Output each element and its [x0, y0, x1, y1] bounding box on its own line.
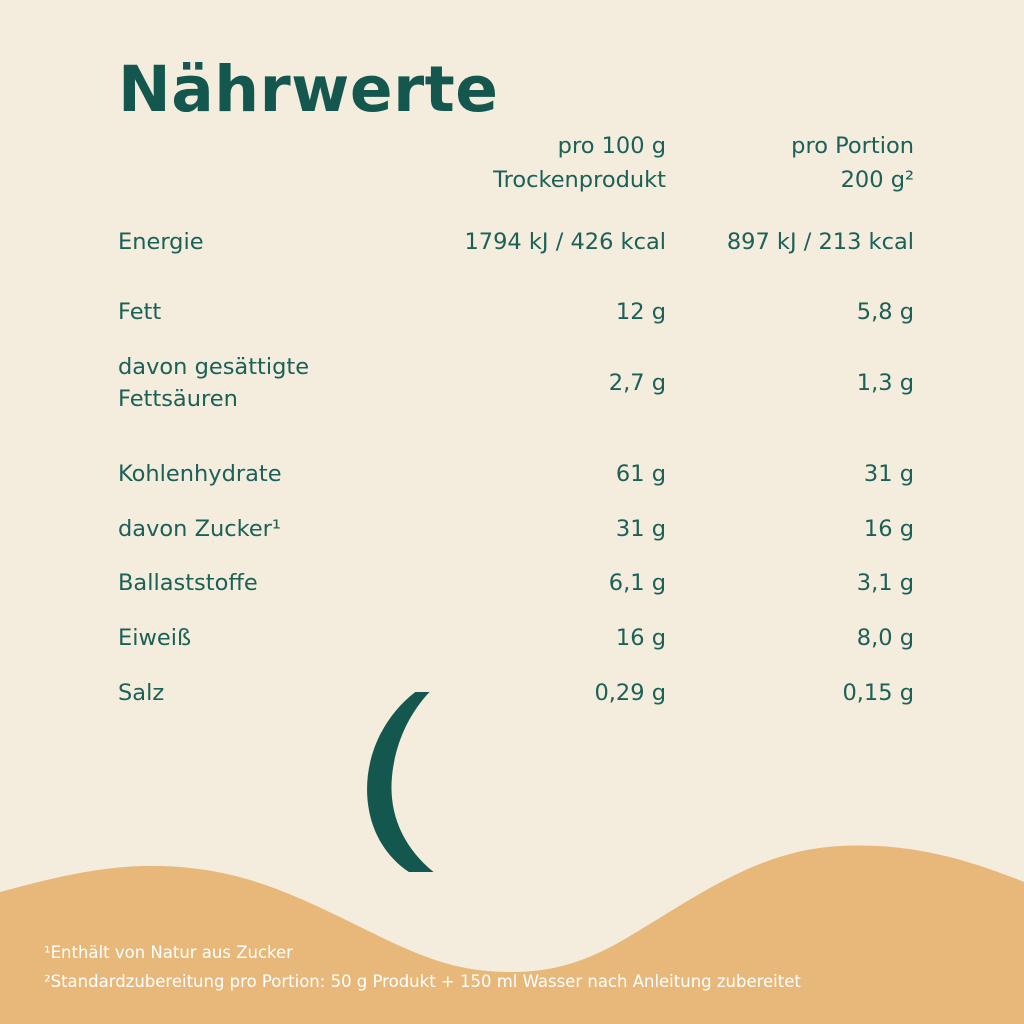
- header-label-spacer: [112, 130, 434, 131]
- header-col-per-portion-line2: 200 g²: [840, 166, 914, 193]
- row-value-per-100g: 6,1 g: [608, 570, 666, 597]
- row-label-line1: davon gesättigte: [118, 353, 310, 380]
- table-row: [112, 351, 914, 416]
- row-label: Ballaststoffe: [118, 570, 258, 597]
- header-col-per-portion: [666, 130, 914, 198]
- table-row: [112, 226, 914, 259]
- row-label: Kohlenhydrate: [118, 461, 282, 487]
- row-label: davon Zucker¹: [118, 515, 281, 542]
- footnote-1: ¹Enthält von Natur aus Zucker: [44, 943, 293, 963]
- row-label-line2: Fettsäuren: [118, 386, 238, 413]
- row-value-per-100g: 61 g: [615, 461, 666, 487]
- row-value-per-100g: 1794 kJ / 426 kcal: [464, 228, 666, 255]
- row-label: Salz: [118, 679, 165, 706]
- table-row: [112, 296, 914, 329]
- row-value-per-100g: 0,29 g: [594, 679, 666, 706]
- crescent-moon-icon: [338, 692, 518, 872]
- row-value-per-100g: 12 g: [615, 299, 666, 326]
- row-label: [112, 351, 434, 416]
- header-col-per-100g: [434, 130, 666, 198]
- header-col-per-100g-line2: Trockenprodukt: [493, 166, 666, 193]
- row-value-per-portion: 31 g: [863, 461, 914, 487]
- table-header-row: [112, 130, 914, 198]
- row-label: Eiweiß: [118, 624, 192, 651]
- header-col-per-100g-line1: pro 100 g: [557, 133, 666, 159]
- row-label: Fett: [118, 299, 162, 326]
- table-row: [112, 567, 914, 600]
- row-value-per-portion: 8,0 g: [856, 624, 914, 651]
- row-value-per-100g: 2,7 g: [608, 370, 666, 397]
- row-label: Energie: [118, 228, 204, 255]
- row-value-per-100g: 16 g: [615, 624, 666, 651]
- row-value-per-100g: 31 g: [615, 515, 666, 542]
- table-row: [112, 622, 914, 655]
- table-row: [112, 458, 914, 491]
- row-value-per-portion: 0,15 g: [842, 679, 914, 706]
- row-value-per-portion: 5,8 g: [856, 299, 914, 326]
- row-value-per-portion: 897 kJ / 213 kcal: [726, 228, 914, 255]
- nutrition-table: [112, 130, 914, 709]
- row-value-per-portion: 16 g: [863, 515, 914, 542]
- header-col-per-portion-line1: pro Portion: [791, 133, 914, 159]
- row-value-per-portion: 3,1 g: [856, 570, 914, 597]
- row-value-per-portion: 1,3 g: [856, 370, 914, 397]
- footnote-2: ²Standardzubereitung pro Portion: 50 g Produkt + 150 ml Wasser nach Anleitung zubereitet: [44, 971, 801, 991]
- table-row: [112, 513, 914, 546]
- page-title: Nährwerte: [118, 53, 499, 126]
- footnotes: [44, 939, 984, 996]
